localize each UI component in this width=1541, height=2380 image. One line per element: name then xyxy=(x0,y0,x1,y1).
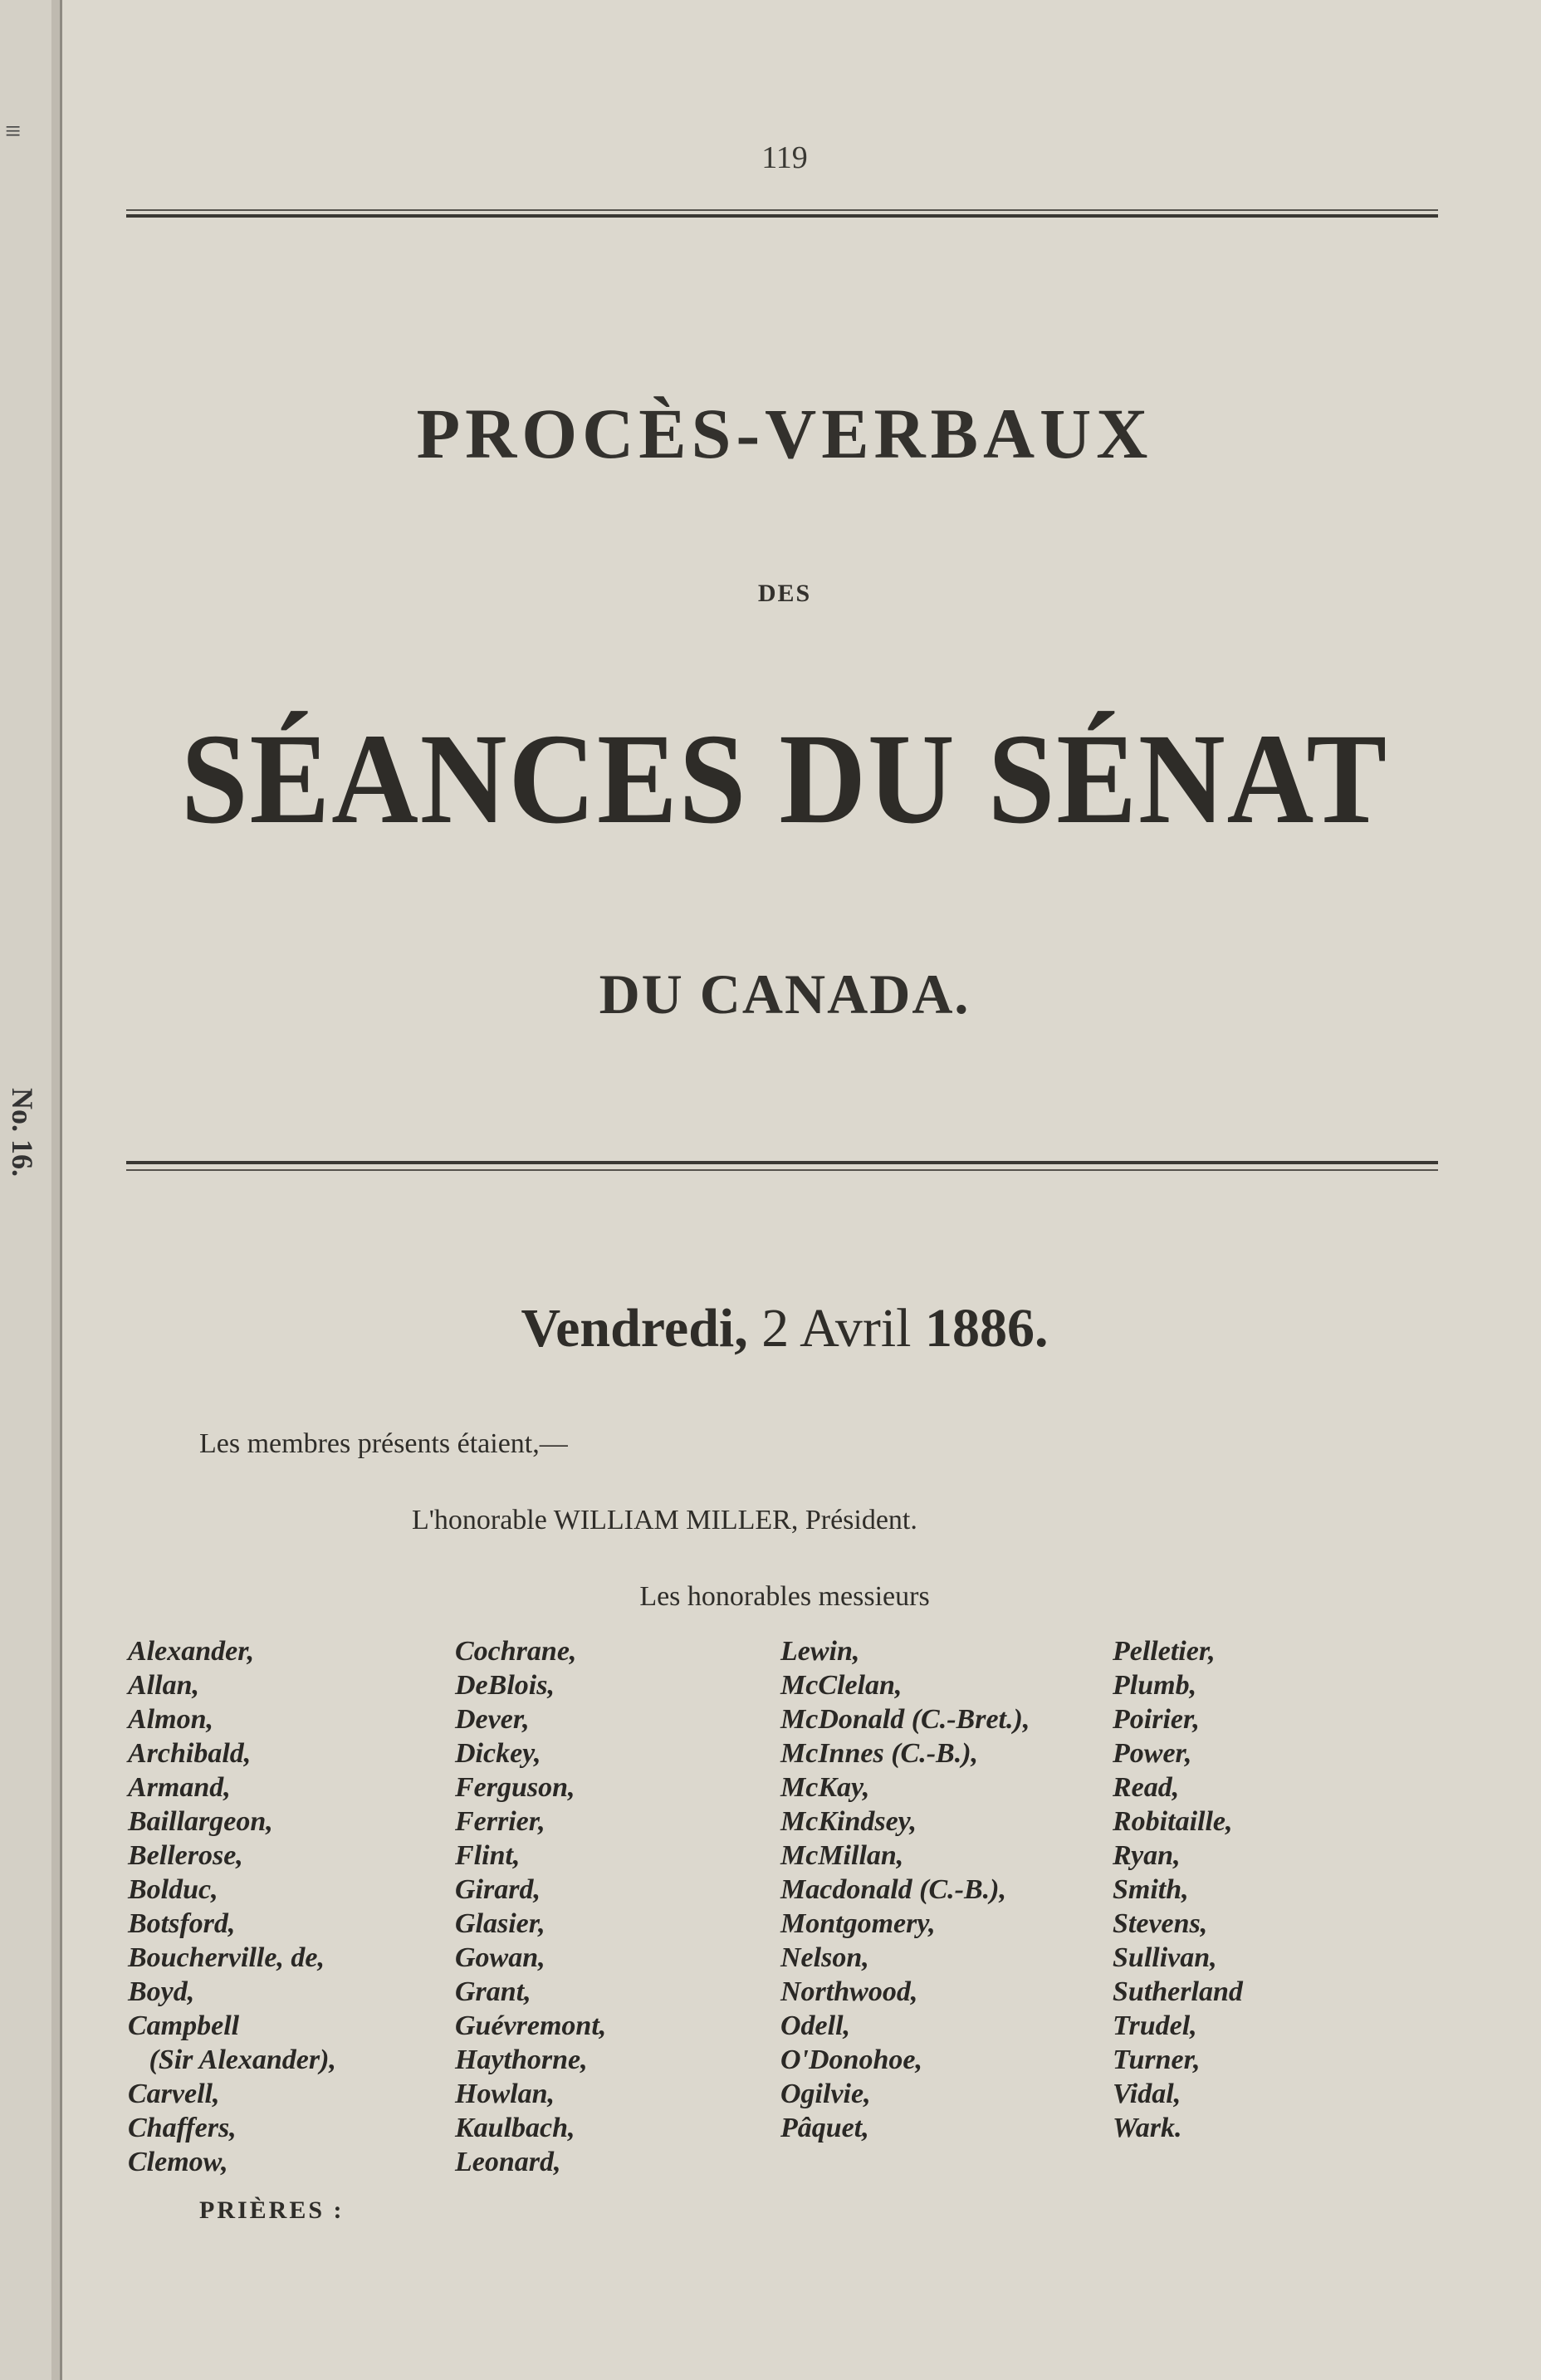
senator-name: Ryan, xyxy=(1113,1840,1181,1871)
senator-name: Clemow, xyxy=(128,2147,228,2177)
senator-name: Robitaille, xyxy=(1113,1806,1233,1837)
senator-name: Nelson, xyxy=(780,1942,869,1973)
page-number: 119 xyxy=(761,140,808,175)
senator-name: Dickey, xyxy=(455,1738,541,1769)
date-day-month: 2 Avril xyxy=(747,1298,926,1359)
senator-name: Pâquet, xyxy=(780,2113,869,2143)
senator-name: Odell, xyxy=(780,2010,851,2041)
top-rule-thin xyxy=(126,209,1438,211)
senator-name: Ogilvie, xyxy=(780,2079,871,2109)
edge-number-label: No. 16. xyxy=(6,1088,39,1177)
members-intro: Les membres présents étaient,— xyxy=(199,1428,568,1459)
senator-name: McInnes (C.-B.), xyxy=(780,1738,979,1769)
senator-name: Botsford, xyxy=(128,1908,236,1939)
title-du-canada: DU CANADA. xyxy=(599,962,971,1026)
title-des: DES xyxy=(757,580,812,607)
senator-name: Wark. xyxy=(1113,2113,1182,2143)
prayers-heading: PRIÈRES : xyxy=(199,2196,345,2224)
middle-rule-thin xyxy=(126,1169,1438,1171)
senator-name: Almon, xyxy=(128,1704,213,1735)
senator-name: Flint, xyxy=(455,1840,521,1871)
president-name: WILLIAM MILLER, xyxy=(553,1505,799,1535)
senator-name: Lewin, xyxy=(780,1636,860,1667)
senator-name: McClelan, xyxy=(780,1670,903,1701)
middle-rule-thick xyxy=(126,1161,1438,1164)
senator-column-4 xyxy=(1113,1634,1243,2145)
senator-name: Chaffers, xyxy=(128,2113,237,2143)
binding-shadow xyxy=(51,0,60,2380)
senator-name: Power, xyxy=(1113,1738,1192,1769)
senator-name: Baillargeon, xyxy=(128,1806,273,1837)
senator-name: Sullivan, xyxy=(1113,1942,1217,1973)
senator-name: Girard, xyxy=(455,1874,541,1905)
title-seances-du-senat: SÉANCES DU SÉNAT xyxy=(180,707,1389,850)
senator-name: Plumb, xyxy=(1113,1670,1197,1701)
title-proces-verbaux: PROCÈS-VERBAUX xyxy=(416,394,1153,473)
senator-name: Boyd, xyxy=(128,1976,195,2007)
president-line xyxy=(412,1505,917,1536)
senator-name: Vidal, xyxy=(1113,2079,1181,2109)
senator-name: Cochrane, xyxy=(455,1636,577,1667)
edge-mark: ≡ xyxy=(5,116,22,147)
senator-name: Turner, xyxy=(1113,2045,1201,2075)
senator-name: Guévremont, xyxy=(455,2010,607,2041)
senator-name: Bellerose, xyxy=(128,1840,243,1871)
senator-name: Macdonald (C.-B.), xyxy=(780,1874,1006,1905)
senator-name: Read, xyxy=(1113,1772,1180,1803)
page-binding-edge xyxy=(0,0,62,2380)
senator-column-1 xyxy=(128,1634,336,2179)
senator-name: Grant, xyxy=(455,1976,531,2007)
senator-name: Armand, xyxy=(128,1772,231,1803)
senator-name: McDonald (C.-Bret.), xyxy=(780,1704,1030,1735)
senator-name: Stevens, xyxy=(1113,1908,1208,1939)
senator-name: O'Donohoe, xyxy=(780,2045,922,2075)
senator-name: Kaulbach, xyxy=(455,2113,575,2143)
president-prefix: L'honorable xyxy=(412,1505,554,1535)
senator-name: Poirier, xyxy=(1113,1704,1200,1735)
senator-name: (Sir Alexander), xyxy=(128,2045,336,2075)
senator-name: Northwood, xyxy=(780,1976,918,2007)
senator-name: Haythorne, xyxy=(455,2045,588,2075)
senator-name: Campbell xyxy=(128,2010,240,2041)
senator-name: McKay, xyxy=(780,1772,870,1803)
honorables-heading: Les honorables messieurs xyxy=(639,1581,930,1612)
senator-name: Smith, xyxy=(1113,1874,1189,1905)
senator-name: DeBlois, xyxy=(455,1670,555,1701)
date-day: Vendredi, xyxy=(521,1298,748,1359)
date-year: 1886. xyxy=(925,1298,1049,1359)
senator-name: Pelletier, xyxy=(1113,1636,1216,1667)
senator-name: Bolduc, xyxy=(128,1874,218,1905)
senator-name: Allan, xyxy=(128,1670,199,1701)
senator-name: Archibald, xyxy=(128,1738,252,1769)
senator-column-2 xyxy=(455,1634,606,2179)
top-rule xyxy=(126,209,1438,218)
top-rule-thick xyxy=(126,214,1438,218)
senator-name: Alexander, xyxy=(128,1636,255,1667)
sitting-date xyxy=(0,1297,1541,1360)
senator-name: Leonard, xyxy=(455,2147,561,2177)
senator-column-3 xyxy=(780,1634,1030,2145)
president-suffix: Président. xyxy=(798,1505,917,1535)
senator-name: Glasier, xyxy=(455,1908,545,1939)
senator-name: Howlan, xyxy=(455,2079,555,2109)
senator-name: Sutherland xyxy=(1113,1976,1243,2007)
middle-rule xyxy=(126,1161,1438,1171)
senator-name: Gowan, xyxy=(455,1942,545,1973)
senator-name: Trudel, xyxy=(1113,2010,1197,2041)
senator-name: Carvell, xyxy=(128,2079,220,2109)
senator-name: Montgomery, xyxy=(780,1908,936,1939)
senator-name: Boucherville, de, xyxy=(128,1942,325,1973)
senator-name: McMillan, xyxy=(780,1840,904,1871)
senator-name: Ferguson, xyxy=(455,1772,575,1803)
senator-name: McKindsey, xyxy=(780,1806,917,1837)
senator-name: Ferrier, xyxy=(455,1806,545,1837)
senator-name: Dever, xyxy=(455,1704,530,1735)
